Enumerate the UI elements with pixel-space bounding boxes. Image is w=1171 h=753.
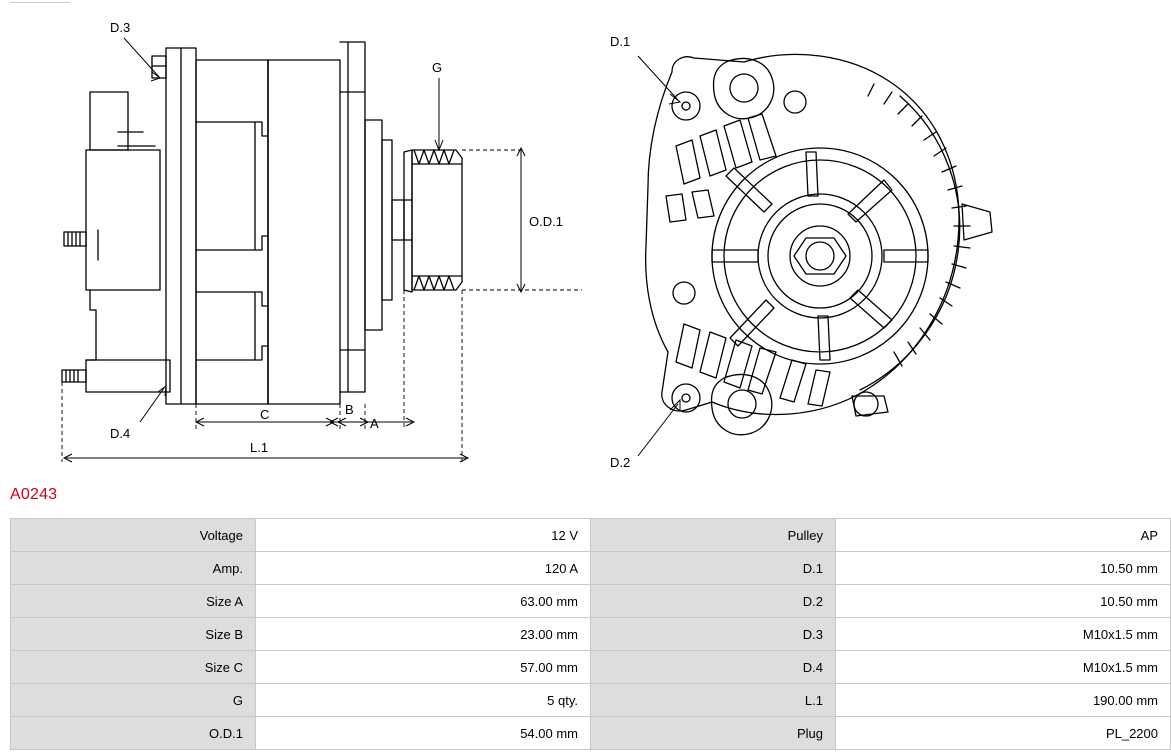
spec-label-plug: Plug bbox=[591, 717, 836, 750]
table-row bbox=[11, 651, 1171, 684]
label-d3: D.3 bbox=[110, 20, 131, 35]
table-row bbox=[11, 618, 1171, 651]
spec-label-d2: D.2 bbox=[591, 585, 836, 618]
label-a: A bbox=[370, 416, 379, 431]
table-row bbox=[11, 519, 1171, 552]
spec-value-d3: M10x1.5 mm bbox=[836, 618, 1171, 651]
spec-label-pulley: Pulley bbox=[591, 519, 836, 552]
table-row bbox=[11, 684, 1171, 717]
label-od1: O.D.1 bbox=[529, 214, 563, 229]
label-b: B bbox=[345, 402, 354, 417]
label-l1: L.1 bbox=[250, 440, 269, 455]
spec-value-size-a: 63.00 mm bbox=[256, 585, 591, 618]
spec-label-d3: D.3 bbox=[591, 618, 836, 651]
spec-label-size-b: Size B bbox=[11, 618, 256, 651]
spec-value-l1: 190.00 mm bbox=[836, 684, 1171, 717]
spec-label-l1: L.1 bbox=[591, 684, 836, 717]
spec-label-size-a: Size A bbox=[11, 585, 256, 618]
table-row bbox=[11, 717, 1171, 750]
spec-value-d4: M10x1.5 mm bbox=[836, 651, 1171, 684]
spec-label-amp: Amp. bbox=[11, 552, 256, 585]
label-c: C bbox=[260, 407, 270, 422]
spec-value-d1: 10.50 mm bbox=[836, 552, 1171, 585]
label-g: G bbox=[432, 60, 443, 75]
spec-value-d2: 10.50 mm bbox=[836, 585, 1171, 618]
label-d4: D.4 bbox=[110, 426, 131, 441]
spec-value-size-b: 23.00 mm bbox=[256, 618, 591, 651]
part-number: A0243 bbox=[10, 486, 58, 503]
spec-value-od1: 54.00 mm bbox=[256, 717, 591, 750]
spec-value-plug: PL_2200 bbox=[836, 717, 1171, 750]
specification-table bbox=[10, 518, 1171, 750]
spec-label-voltage: Voltage bbox=[11, 519, 256, 552]
spec-value-size-c: 57.00 mm bbox=[256, 651, 591, 684]
spec-label-size-c: Size C bbox=[11, 651, 256, 684]
spec-label-d4: D.4 bbox=[591, 651, 836, 684]
spec-value-amp: 120 A bbox=[256, 552, 591, 585]
spec-value-voltage: 12 V bbox=[256, 519, 591, 552]
spec-value-pulley: AP bbox=[836, 519, 1171, 552]
spec-value-g: 5 qty. bbox=[256, 684, 591, 717]
spec-label-d1: D.1 bbox=[591, 552, 836, 585]
table-row bbox=[11, 585, 1171, 618]
label-d1: D.1 bbox=[610, 34, 631, 49]
table-row bbox=[11, 552, 1171, 585]
spec-label-g: G bbox=[11, 684, 256, 717]
label-d2: D.2 bbox=[610, 455, 631, 470]
spec-label-od1: O.D.1 bbox=[11, 717, 256, 750]
